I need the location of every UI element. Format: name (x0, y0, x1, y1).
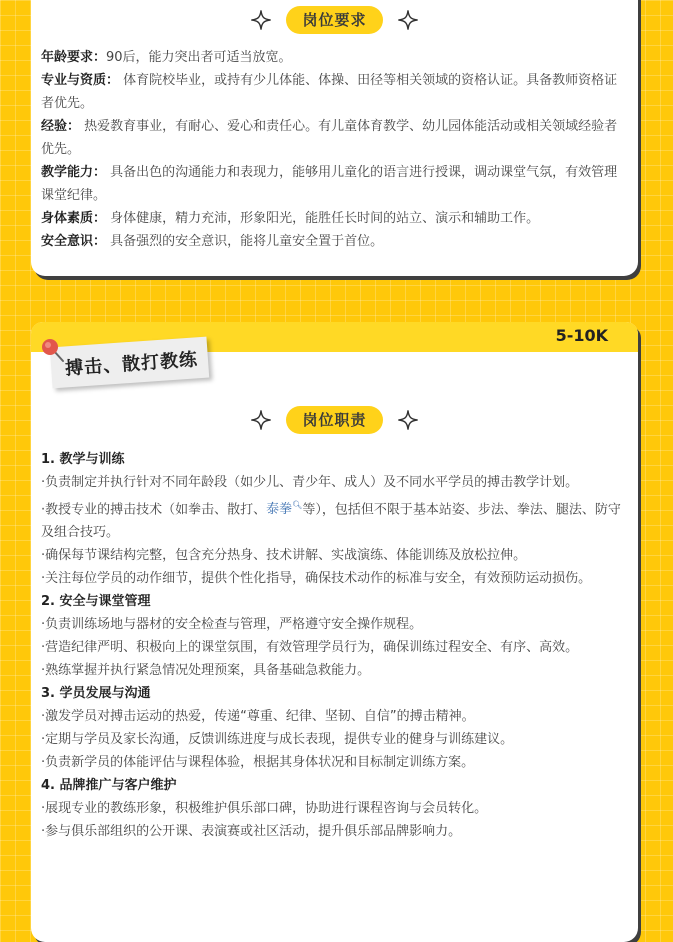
requirement-key: 安全意识： (41, 234, 107, 249)
requirement-item (41, 207, 626, 230)
duty-item: ·定期与学员及家长沟通，反馈训练进度与成长表现，提供专业的健身与训练建议。 (41, 732, 514, 748)
requirements-title-pill: 岗位要求 (286, 6, 382, 34)
requirement-item (41, 230, 626, 253)
requirement-text: 身体健康，精力充沛，形象阳光，能胜任长时间的站立、演示和辅助工作。 (106, 211, 540, 226)
duty-group-title: 3. 学员发展与沟通 (41, 686, 151, 702)
duty-item: ·确保每节课结构完整，包含充分热身、技术讲解、实战演练、体能训练及放松拉伸。 (41, 548, 527, 564)
keyword-link[interactable] (266, 502, 302, 517)
pushpin-icon (37, 336, 67, 366)
requirement-item (41, 69, 626, 115)
duty-group-title: 2. 安全与课堂管理 (41, 594, 151, 610)
requirements-card (31, 0, 638, 276)
keyword-link-text[interactable]: 泰拳 (266, 502, 293, 518)
duty-item: ·展现专业的教练形象，积极维护俱乐部口碑，协助进行课程咨询与会员转化。 (41, 801, 488, 817)
requirement-text: 90后，能力突出者可适当放宽。 (106, 50, 292, 65)
sparkle-star-icon (397, 409, 419, 431)
duty-text: ·教授专业的搏击技术（如拳击、散打、 (41, 502, 267, 518)
requirement-item (41, 161, 626, 207)
requirement-text: 具备强烈的安全意识，能将儿童安全置于首位。 (106, 234, 384, 249)
requirement-text: 热爱教育事业，有耐心、爱心和责任心。有儿童体育教学、幼儿园体能活动或相关领域经验者优先。 (41, 119, 618, 157)
search-icon[interactable]: 🔍︎ (292, 501, 303, 510)
requirement-text: 体育院校毕业，或持有少儿体能、体操、田径等相关领域的资格认证。具备教师资格证者优先。 (41, 73, 618, 111)
duty-item: ·负责制定并执行针对不同年龄段（如少儿、青少年、成人）及不同水平学员的搏击教学计划。 (41, 475, 579, 490)
salary-range: 5-10K (555, 326, 608, 345)
duties-heading (31, 405, 638, 435)
duties-list (41, 448, 628, 843)
sparkle-star-icon (250, 9, 272, 31)
duty-item: ·负责新学员的体能评估与课程体验，根据其身体状况和目标制定训练方案。 (41, 755, 475, 771)
requirements-list (41, 46, 626, 253)
job-title-label: 搏击、散打教练 (50, 337, 209, 389)
duty-item: ·参与俱乐部组织的公开课、表演赛或社区活动，提升俱乐部品牌影响力。 (41, 824, 462, 840)
requirement-key: 教学能力： (41, 165, 107, 180)
duty-group-title: 4. 品牌推广与客户维护 (41, 778, 177, 794)
requirements-heading (31, 5, 638, 35)
requirement-key: 经验： (41, 119, 81, 134)
duty-group-title: 1. 教学与训练 (41, 452, 125, 467)
duty-item (41, 494, 628, 544)
requirement-key: 专业与资质： (41, 73, 120, 88)
requirement-item (41, 46, 626, 69)
duty-item: ·激发学员对搏击运动的热爱，传递“尊重、纪律、坚韧、自信”的搏击精神。 (41, 709, 475, 725)
duty-text: 等），包括但不限于基本站姿、步法、拳法、腿法、防守及组合技巧。 (41, 502, 621, 541)
sparkle-star-icon (250, 409, 272, 431)
requirement-key: 身体素质： (41, 211, 107, 226)
duty-item: ·营造纪律严明、积极向上的课堂氛围，有效管理学员行为，确保训练过程安全、有序、高效。 (41, 640, 579, 656)
duties-title-pill: 岗位职责 (286, 406, 382, 434)
requirement-text: 具备出色的沟通能力和表现力，能够用儿童化的语言进行授课，调动课堂气氛，有效管理课堂纪律。 (41, 165, 618, 203)
duty-item: ·负责训练场地与器材的安全检查与管理，严格遵守安全操作规程。 (41, 617, 423, 633)
job-card-boxing-coach (31, 322, 638, 942)
requirement-item (41, 115, 626, 161)
sparkle-star-icon (397, 9, 419, 31)
duty-item: ·关注每位学员的动作细节，提供个性化指导，确保技术动作的标准与安全，有效预防运动损伤。 (41, 571, 592, 587)
duty-item: ·熟练掌握并执行紧急情况处理预案，具备基础急救能力。 (41, 663, 371, 679)
requirement-key: 年龄要求： (41, 50, 107, 65)
